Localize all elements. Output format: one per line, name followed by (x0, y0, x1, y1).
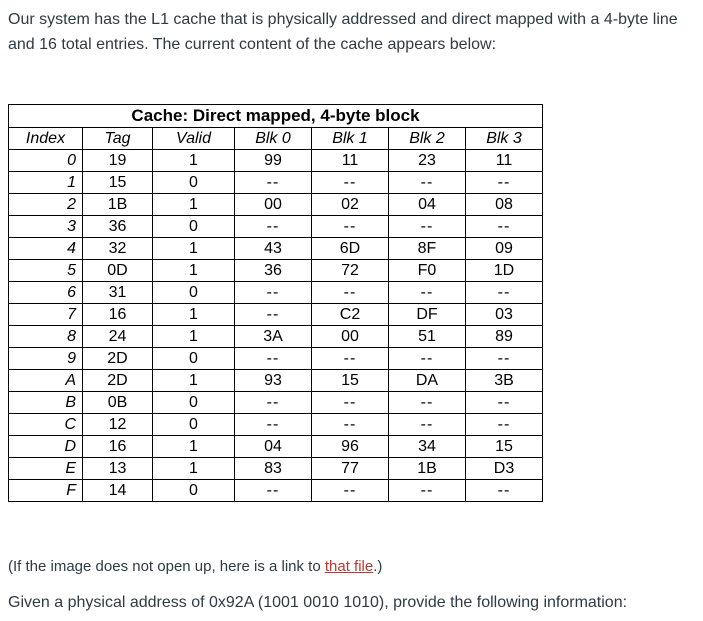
cell-blk3: -- (466, 172, 543, 194)
cell-valid: 1 (153, 458, 235, 480)
cell-blk0: -- (235, 414, 312, 436)
cell-blk0: 93 (235, 370, 312, 392)
cell-tag: 2D (83, 370, 153, 392)
cell-tag: 31 (83, 282, 153, 304)
cell-blk2: -- (389, 348, 466, 370)
cell-tag: 0B (83, 392, 153, 414)
cell-blk2: 23 (389, 150, 466, 172)
header-valid: Valid (153, 128, 235, 150)
header-tag: Tag (83, 128, 153, 150)
cell-blk1: 15 (312, 370, 389, 392)
cell-tag: 15 (83, 172, 153, 194)
cell-blk2: -- (389, 414, 466, 436)
cell-index: 8 (9, 326, 83, 348)
header-blk3: Blk 3 (466, 128, 543, 150)
cache-table (8, 104, 543, 502)
cell-blk3: 08 (466, 194, 543, 216)
cell-valid: 0 (153, 392, 235, 414)
cell-valid: 1 (153, 260, 235, 282)
table-row (9, 370, 543, 392)
table-row (9, 436, 543, 458)
cell-tag: 16 (83, 304, 153, 326)
cell-blk2: 1B (389, 458, 466, 480)
cell-tag: 19 (83, 150, 153, 172)
cell-index: F (9, 480, 83, 502)
header-blk0: Blk 0 (235, 128, 312, 150)
table-row (9, 392, 543, 414)
table-row (9, 282, 543, 304)
cell-blk1: 11 (312, 150, 389, 172)
cell-index: B (9, 392, 83, 414)
cell-index: 5 (9, 260, 83, 282)
cell-blk2: 34 (389, 436, 466, 458)
cell-blk0: -- (235, 392, 312, 414)
cell-blk1: -- (312, 172, 389, 194)
cell-valid: 1 (153, 304, 235, 326)
table-row (9, 458, 543, 480)
cell-blk2: 51 (389, 326, 466, 348)
cell-blk0: 3A (235, 326, 312, 348)
cell-blk3: 89 (466, 326, 543, 348)
cell-blk1: -- (312, 282, 389, 304)
cell-blk2: -- (389, 172, 466, 194)
cell-tag: 12 (83, 414, 153, 436)
cell-valid: 0 (153, 348, 235, 370)
cell-index: E (9, 458, 83, 480)
table-row (9, 414, 543, 436)
cell-blk2: -- (389, 392, 466, 414)
cell-index: 9 (9, 348, 83, 370)
cell-blk0: -- (235, 304, 312, 326)
cell-blk3: 03 (466, 304, 543, 326)
cell-blk0: -- (235, 216, 312, 238)
cell-blk1: -- (312, 216, 389, 238)
table-row (9, 150, 543, 172)
cell-valid: 0 (153, 216, 235, 238)
cell-blk1: 77 (312, 458, 389, 480)
cell-blk0: 83 (235, 458, 312, 480)
cell-valid: 0 (153, 172, 235, 194)
table-row (9, 348, 543, 370)
cell-tag: 13 (83, 458, 153, 480)
cell-blk3: -- (466, 282, 543, 304)
cell-valid: 1 (153, 326, 235, 348)
cell-blk0: 00 (235, 194, 312, 216)
question-text: Given a physical address of 0x92A (1001 0010 1010), provide the following information: (8, 594, 628, 611)
cell-blk1: 72 (312, 260, 389, 282)
link-prefix: (If the image does not open up, here is a link to (8, 558, 325, 575)
cell-blk3: 15 (466, 436, 543, 458)
cell-blk0: -- (235, 282, 312, 304)
cell-valid: 1 (153, 194, 235, 216)
cell-tag: 0D (83, 260, 153, 282)
header-row (9, 128, 543, 150)
cell-blk3: -- (466, 216, 543, 238)
cell-blk0: -- (235, 172, 312, 194)
intro-paragraph: Our system has the L1 cache that is physically addressed and direct mapped with a 4-byte line and 16 total entries. The current content of the cache appears below: (8, 11, 678, 53)
table-row (9, 238, 543, 260)
cell-tag: 1B (83, 194, 153, 216)
cell-tag: 36 (83, 216, 153, 238)
cell-tag: 24 (83, 326, 153, 348)
cell-valid: 1 (153, 150, 235, 172)
cell-blk0: 43 (235, 238, 312, 260)
cell-index: 3 (9, 216, 83, 238)
cell-valid: 1 (153, 370, 235, 392)
cell-blk1: 00 (312, 326, 389, 348)
cell-index: D (9, 436, 83, 458)
cell-index: 4 (9, 238, 83, 260)
cell-blk2: DA (389, 370, 466, 392)
cell-blk1: -- (312, 392, 389, 414)
cell-index: 1 (9, 172, 83, 194)
cell-blk2: 8F (389, 238, 466, 260)
cell-blk1: -- (312, 348, 389, 370)
table-row (9, 216, 543, 238)
table-row (9, 304, 543, 326)
header-blk1: Blk 1 (312, 128, 389, 150)
cell-blk2: 04 (389, 194, 466, 216)
cell-blk3: 3B (466, 370, 543, 392)
table-caption: Cache: Direct mapped, 4-byte block (9, 105, 543, 128)
cell-blk2: -- (389, 216, 466, 238)
cell-blk2: F0 (389, 260, 466, 282)
header-index: Index (9, 128, 83, 150)
cell-blk1: -- (312, 414, 389, 436)
cell-blk3: -- (466, 348, 543, 370)
table-row (9, 194, 543, 216)
link-suffix: .) (373, 558, 383, 575)
cell-blk0: -- (235, 480, 312, 502)
table-row (9, 260, 543, 282)
cell-index: 6 (9, 282, 83, 304)
cell-blk0: 04 (235, 436, 312, 458)
cell-valid: 0 (153, 282, 235, 304)
cell-blk3: D3 (466, 458, 543, 480)
cell-blk3: 1D (466, 260, 543, 282)
cell-blk1: C2 (312, 304, 389, 326)
header-blk2: Blk 2 (389, 128, 466, 150)
cell-blk3: -- (466, 480, 543, 502)
cell-index: C (9, 414, 83, 436)
link-line (8, 556, 382, 578)
table-row (9, 326, 543, 348)
cell-index: 0 (9, 150, 83, 172)
cell-blk0: -- (235, 348, 312, 370)
table-body (9, 150, 543, 502)
cell-blk3: -- (466, 392, 543, 414)
cell-index: A (9, 370, 83, 392)
cell-blk1: -- (312, 480, 389, 502)
cell-blk2: -- (389, 480, 466, 502)
file-link[interactable]: that file (324, 558, 374, 575)
cell-blk3: -- (466, 414, 543, 436)
cell-blk3: 11 (466, 150, 543, 172)
cell-tag: 32 (83, 238, 153, 260)
cell-blk1: 96 (312, 436, 389, 458)
cell-tag: 14 (83, 480, 153, 502)
cell-blk2: DF (389, 304, 466, 326)
cell-index: 2 (9, 194, 83, 216)
cell-blk2: -- (389, 282, 466, 304)
cell-blk0: 36 (235, 260, 312, 282)
cell-valid: 0 (153, 414, 235, 436)
cell-index: 7 (9, 304, 83, 326)
cell-tag: 2D (83, 348, 153, 370)
cell-blk1: 02 (312, 194, 389, 216)
cell-blk3: 09 (466, 238, 543, 260)
cell-blk1: 6D (312, 238, 389, 260)
cell-valid: 1 (153, 238, 235, 260)
cell-blk0: 99 (235, 150, 312, 172)
cell-valid: 1 (153, 436, 235, 458)
cell-valid: 0 (153, 480, 235, 502)
cell-tag: 16 (83, 436, 153, 458)
table-row (9, 480, 543, 502)
table-row (9, 172, 543, 194)
